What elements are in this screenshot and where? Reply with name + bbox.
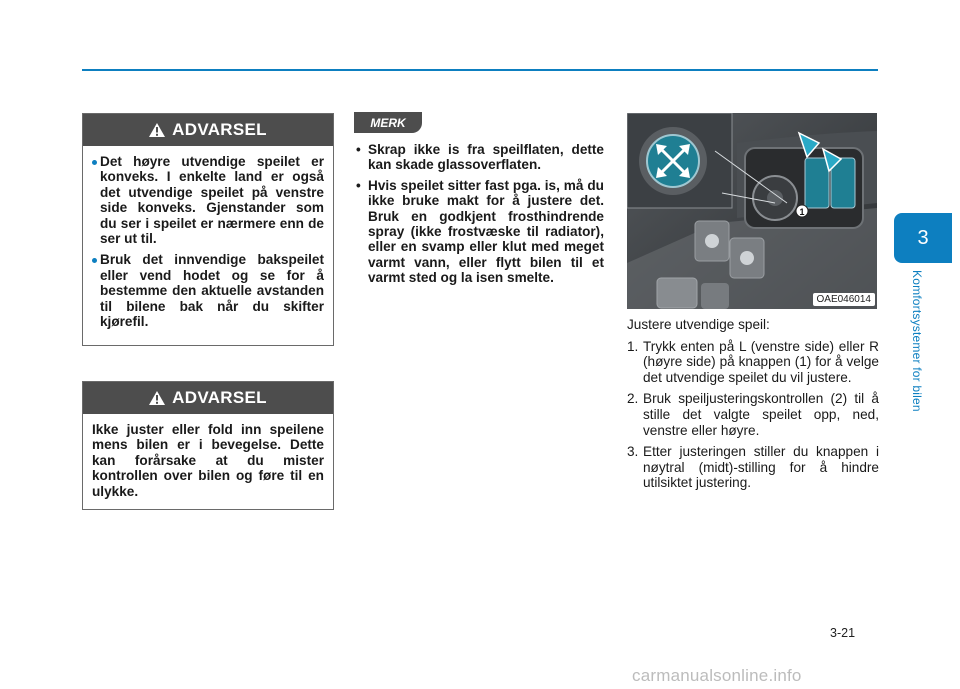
warning-box-1	[82, 113, 334, 346]
watermark: carmanualsonline.info	[632, 666, 802, 685]
merk-tag: MERK	[354, 112, 422, 133]
instruction-step	[627, 339, 879, 386]
merk-list	[354, 142, 604, 291]
merk-item: • Skrap ikke is fra speilflaten, dette kan skade glassoverflaten.	[354, 142, 604, 173]
instruction-step	[627, 391, 879, 438]
merk-item: • Hvis speilet sitter fast pga. is, må du ikke bruke makt for å justere det. Bruk en godkjent frosthindrende spray (ikke frostvæske til radiator), eller en svamp eller klut med meget varmt vann, eller flytt bilen til et varmt sted og la isen smelte.	[354, 178, 604, 286]
instruction-step	[627, 444, 879, 491]
warning-header	[83, 382, 333, 414]
header-rule	[82, 69, 878, 71]
warning-title: ADVARSEL	[172, 120, 267, 139]
warning-text: Ikke juster eller fold inn speilene mens bilen er i bevegelse. Dette kan forårsake at du mister kontrollen over bilen og føre til en ulykke.	[92, 422, 324, 499]
chapter-label: Komfortsystemer for bilen	[910, 270, 924, 412]
instructions	[627, 317, 879, 497]
step-number: 1.	[627, 338, 639, 354]
warning-triangle-icon	[149, 391, 165, 405]
instructions-intro: Justere utvendige speil:	[627, 317, 770, 332]
mirror-switch-illustration	[627, 113, 877, 309]
warning-item: Det høyre utvendige speilet er konveks. I enkelte land er også det utvendige speilet på venstre side konveks. Gjenstander som du ser i speilet er nærmere enn de ser ut til.	[92, 154, 324, 246]
figure-code: OAE046014	[813, 293, 876, 306]
step-number: 2.	[627, 391, 639, 407]
step-text: Trykk enten på L (venstre side) eller R (høyre side) på knappen (1) for å velge det utvendige speilet du vil justere.	[643, 338, 879, 385]
warning-triangle-icon	[149, 123, 165, 137]
chapter-tab[interactable]: 3	[894, 213, 952, 263]
step-text: Bruk speiljusteringskontrollen (2) til å stille det valgte speilet opp, ned, venstre eller høyre.	[643, 391, 879, 438]
warning-title: ADVARSEL	[172, 388, 267, 407]
warning-header	[83, 114, 333, 146]
step-number: 3.	[627, 444, 639, 460]
figure-callout: 1	[799, 207, 805, 217]
warning-item: Bruk det innvendige bakspeilet eller vend hodet og se for å bestemme den aktuelle avstanden til bilene bak når du skifter kjørefil.	[92, 252, 324, 329]
page-number: 3-21	[830, 626, 856, 640]
step-text: Etter justeringen stiller du knappen i nøytral (midt)-stilling for å hindre utilsiktet justering.	[643, 444, 879, 491]
mirror-control-figure	[627, 113, 877, 309]
warning-box-2	[82, 381, 334, 510]
